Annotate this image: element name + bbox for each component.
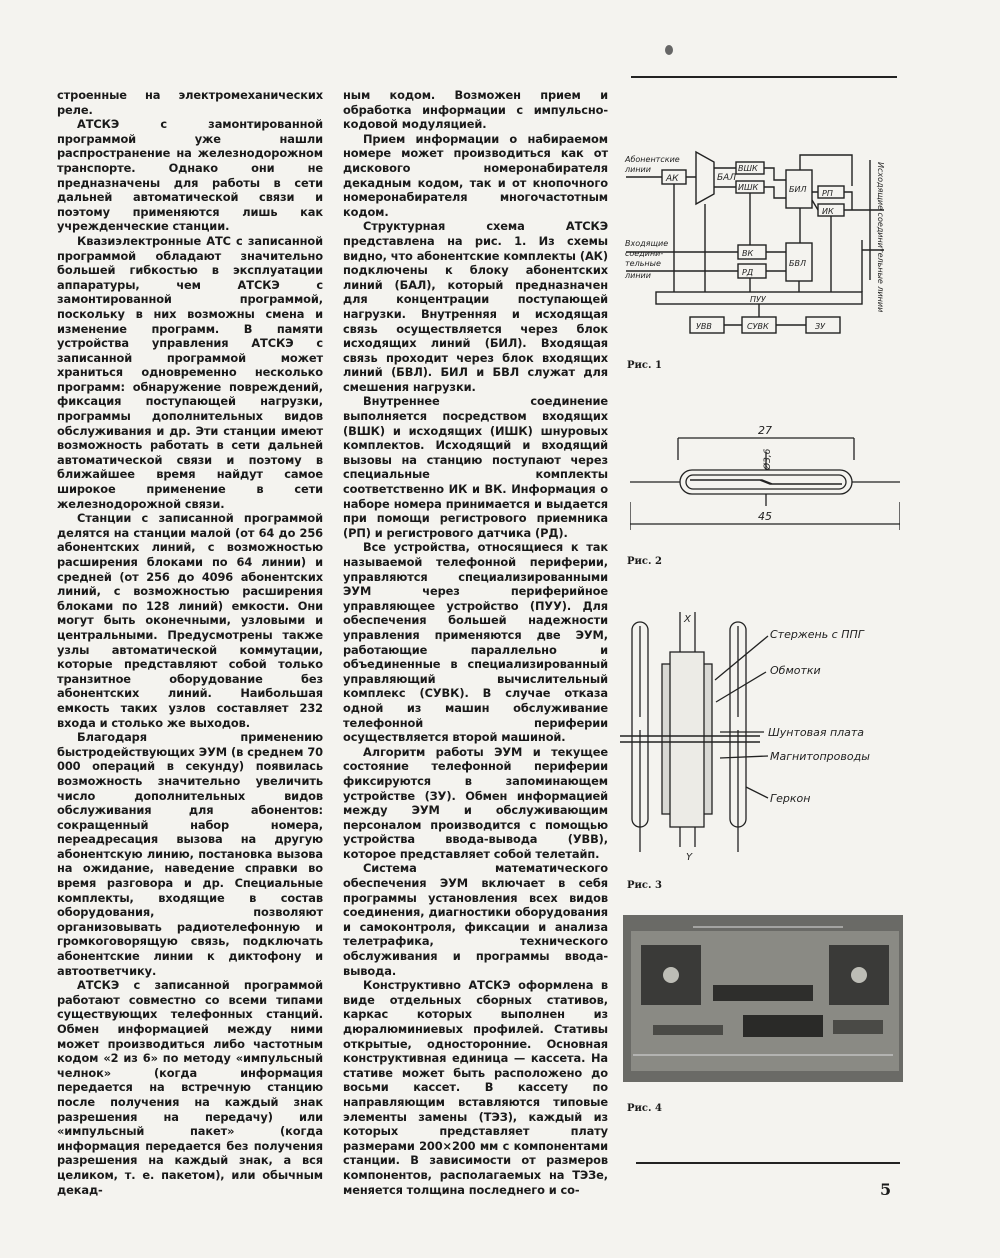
dimension-diameter: Ø3,6 xyxy=(763,448,773,470)
text-column-2 xyxy=(343,88,608,1197)
figure-2-caption: Рис. 2 xyxy=(627,556,662,567)
axis-x-label: X xyxy=(684,614,691,625)
block-bil: БИЛ xyxy=(789,185,807,194)
block-bal: БАЛ xyxy=(717,173,737,183)
block-zu: ЗУ xyxy=(815,322,826,331)
block-ak: АК xyxy=(666,174,679,184)
label-subscriber-lines-2: линии xyxy=(625,165,651,174)
block-uvv: УВВ xyxy=(696,322,712,331)
block-ishk: ИШК xyxy=(738,183,759,192)
figure-4-caption: Рис. 4 xyxy=(627,1103,662,1114)
paragraph: Станции с записанной программой делятся на станции малой (от 64 до 256 абонентских линий, с возможностью расширения блоками по 64 линии) и средней (от 256 до 4096 абонентских линий, с возможностью расширения блоками по 128 линий) емкости. Они могут быть оконечными, узловыми и центральными. Предусмотрены также узлы автоматической коммутации, которые представляют собой только транзитное оборудование без абонентских линий. Наибольшая емкость таких узлов составляет 232 входа и столько же выходов. xyxy=(57,511,323,730)
block-puu: ПУУ xyxy=(750,295,766,304)
label-reed-switch: Геркон xyxy=(770,792,811,805)
ink-spot xyxy=(665,45,673,55)
label-outgoing-lines: Исходящие соединительные линии xyxy=(876,162,885,313)
figure-2-reed-switch xyxy=(630,420,900,544)
figure-4-photo xyxy=(623,915,903,1082)
paragraph: Структурная схема АТСКЭ представлена на рис. 1. Из схемы видно, что абонентские комплекты (АК) подключены к блоку абонентских линий (БАЛ), который предназначен для концентрации поступающей нагрузки. Внутренняя и исходящая связь осуществляется через блок исходящих линий (БИЛ). Входящая связь проходит через блок входящих линий (БВЛ). БИЛ и БВЛ служат для смешения нагрузки. xyxy=(343,219,608,394)
block-bvl: БВЛ xyxy=(789,259,806,268)
paragraph: ным кодом. Возможен прием и обработка информации с импульсно-кодовой модуляцией. xyxy=(343,88,608,132)
paragraph: Внутреннее соединение выполняется посредством входящих (ВШК) и исходящих (ИШК) шнуровых комплектов. Исходящий и входящий вызовы на станцию поступают через специальные комплекты соответственно ИК и ВК. Информация о наборе номера принимается и выдается при помощи регистрового приемника (РП) и регистрового датчика (РД). xyxy=(343,394,608,540)
block-ik: ИК xyxy=(822,207,834,216)
paragraph: Система математического обеспечения ЭУМ включает в себя программы установления всех видов соединения, диагностики оборудования и самоконтроля, фиксации и анализа телетрафика, технического обслуживания и программы ввода-вывода. xyxy=(343,861,608,978)
bottom-rule xyxy=(636,1162,900,1164)
figure-3-assembly xyxy=(620,612,900,871)
dimension-45: 45 xyxy=(758,510,772,523)
block-vk: ВК xyxy=(742,249,754,258)
label-incoming-lines-1: Входящие xyxy=(625,239,669,248)
paragraph: Квазиэлектронные АТС с записанной программой обладают значительно большей гибкостью в эксплуатации аппаратуры, чем АТСКЭ с замонтированной программой, поскольку в них возможны смена и изменение программ. В памяти устройства управления АТСКЭ с записанной программой может храниться одновременно несколько программ: обнаружение повреждений, фиксация поступающей нагрузки, программы дополнительных видов обслуживания и др. Эти станции имеют возможность работать в сети дальней автоматической связи и поэтому в ближайшее время найдут самое широкое применение в сети железнодорожной связи. xyxy=(57,233,323,511)
top-rule xyxy=(631,76,897,78)
label-magnetic-circuits: Магнитопроводы xyxy=(770,750,870,763)
paragraph: АТСКЭ с замонтированной программой уже нашли распространение на железнодорожном транспорте. Однако они не предназначены для работы в сети дальней автоматической связи и поэтому применяются лишь как учрежденческие станции. xyxy=(57,117,323,234)
page-number: 5 xyxy=(880,1180,892,1199)
figure-1-caption: Рис. 1 xyxy=(627,360,662,371)
paragraph: Конструктивно АТСКЭ оформлена в виде отдельных сборных стативов, каркас которых выполнен из дюралюминиевых профилей. Стативы открытые, односторонние. Основная конструктивная единица — кассета. На стативе может быть расположено до восьми кассет. В кассету по направляющим вставляются типовые элементы замены (ТЭЗ), каждый из которых представляет плату размерами 200×200 мм с компонентами станции. В зависимости от размеров компонентов, располагаемых на ТЭЗе, меняется толщина последнего и со- xyxy=(343,978,608,1197)
label-windings: Обмотки xyxy=(770,664,821,677)
paragraph: Благодаря применению быстродействующих ЭУМ (в среднем 70 000 операций в секунду) появилась возможность значительно увеличить число дополнительных видов обслуживания для абонентов: сокращенный набор номера, переадресация вызова на другую абонентскую линию, постановка вызова на ожидание, наведение справки во время разговора и др. Специальные комплекты, входящие в состав оборудования, позволяют организовывать радиотелефонную и громкоговорящую связь, подключать абонентские линии к диктофону и автоответчику. xyxy=(57,730,323,978)
text-column-1 xyxy=(57,88,323,1197)
figure-3-caption: Рис. 3 xyxy=(627,880,662,891)
paragraph: Алгоритм работы ЭУМ и текущее состояние телефонной периферии фиксируются в запоминающем устройстве (ЗУ). Обмен информацией между ЭУМ и обслуживающим персоналом производится с помощью устройства ввода-вывода (УВВ), которое представляет собой телетайп. xyxy=(343,744,608,861)
label-incoming-lines-3: тельные xyxy=(625,259,661,268)
block-vshk: ВШК xyxy=(738,164,758,173)
block-rd: РД xyxy=(742,268,754,277)
block-suvk: СУВК xyxy=(747,322,769,331)
label-incoming-lines-2: соедини- xyxy=(625,249,664,258)
label-shunt-plate: Шунтовая плата xyxy=(768,726,865,739)
block-rp: РП xyxy=(822,189,833,198)
paragraph: строенные на электромеханических реле. xyxy=(57,88,323,117)
axis-y-label: Y xyxy=(686,852,693,863)
paragraph: АТСКЭ с записанной программой работают совместно со всеми типами существующих телефонных станций. Обмен информацией между ними может производиться либо частотным кодом «2 из 6» по методу «импульсный челнок» (когда информация передается на встречную станцию после получения на каждый знак разрешения на передачу) или «импульсный пакет» (когда информация передается без получения разрешения на каждый знак, а вся целиком, т. е. пакетом), или обычным декад- xyxy=(57,978,323,1197)
figure-1-block-diagram xyxy=(622,140,892,354)
label-subscriber-lines-1: Абонентские xyxy=(625,155,680,164)
label-rod: Стержень с ППГ xyxy=(770,628,864,641)
label-incoming-lines-4: линии xyxy=(625,271,651,280)
paragraph: Все устройства, относящиеся к так называемой телефонной периферии, управляются специализированными ЭУМ через периферийное управляющее устройство (ПУУ). Для обеспечения большей надежности управления применяются две ЭУМ, работающие параллельно и объединенные в специализированный управляющий вычислительный комплекс (СУВК). В случае отказа одной из машин обслуживание телефонной периферии осуществляется второй машиной. xyxy=(343,540,608,745)
dimension-27: 27 xyxy=(758,424,772,437)
paragraph: Прием информации о набираемом номере может производиться как от дискового номеронабирателя декадным кодом, так и от кнопочного номеронабирателя многочастотным кодом. xyxy=(343,131,608,219)
